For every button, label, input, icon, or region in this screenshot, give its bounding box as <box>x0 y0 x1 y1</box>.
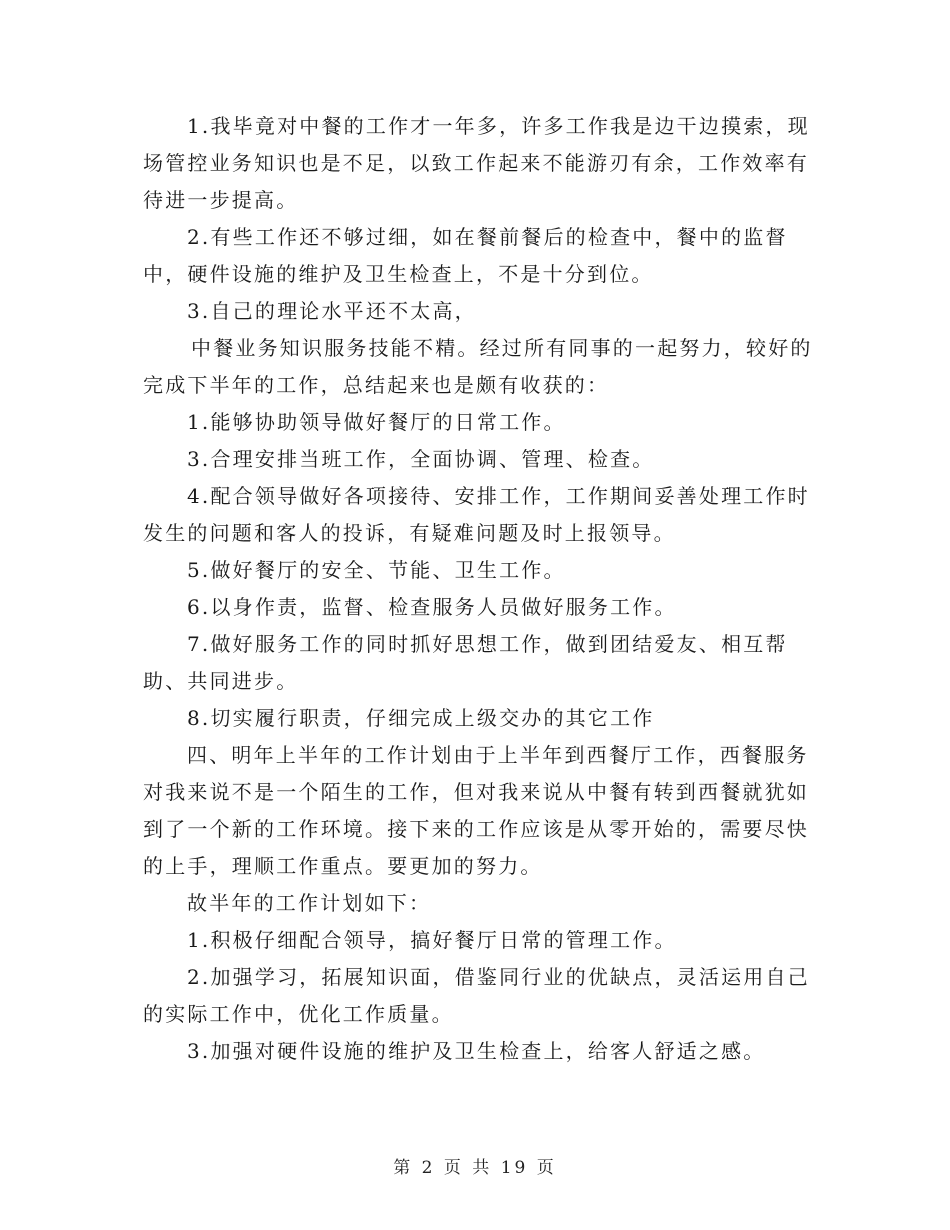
paragraph-12: 四、明年上半年的工作计划由于上半年到西餐厅工作，西餐服务对我来说不是一个陌生的工作，但对我来说从中餐有转到西餐就犹如到了一个新的工作环境。接下来的工作应该是从零开始的，需要尽快的上手，理顺工作重点。要更加的努力。 <box>143 743 809 878</box>
paragraph-3: 3.自己的理论水平还不太高， <box>187 299 477 323</box>
page-number-footer: 第 2 页 共 19 页 <box>393 1158 557 1178</box>
paragraph-9: 6.以身作责，监督、检查服务人员做好服务工作。 <box>187 595 677 619</box>
paragraph-8: 5.做好餐厅的安全、节能、卫生工作。 <box>187 558 566 582</box>
paragraph-5: 1.能够协助领导做好餐厅的日常工作。 <box>187 410 566 434</box>
paragraph-11: 8.切实履行职责，仔细完成上级交办的其它工作 <box>187 706 655 730</box>
paragraph-16: 3.加强对硬件设施的维护及卫生检查上，给客人舒适之感。 <box>187 1039 766 1063</box>
document-body <box>143 108 815 1070</box>
paragraph-6: 3.合理安排当班工作，全面协调、管理、检查。 <box>187 447 655 471</box>
paragraph-2: 2.有些工作还不够过细，如在餐前餐后的检查中，餐中的监督中，硬件设施的维护及卫生检查上，不是十分到位。 <box>143 225 788 286</box>
paragraph-13: 故半年的工作计划如下： <box>187 891 432 915</box>
paragraph-14: 1.积极仔细配合领导，搞好餐厅日常的管理工作。 <box>187 928 677 952</box>
paragraph-4: 中餐业务知识服务技能不精。经过所有同事的一起努力，较好的完成下半年的工作，总结起来也是颇有收获的： <box>143 336 813 397</box>
paragraph-7: 4.配合领导做好各项接待、安排工作，工作期间妥善处理工作时发生的问题和客人的投诉，有疑难问题及时上报领导。 <box>143 484 810 545</box>
paragraph-10: 7.做好服务工作的同时抓好思想工作，做到团结爱友、相互帮助、共同进步。 <box>143 632 788 693</box>
paragraph-1: 1.我毕竟对中餐的工作才一年多，许多工作我是边干边摸索，现场管控业务知识也是不足，以致工作起来不能游刃有余，工作效率有待进一步提高。 <box>143 114 810 212</box>
paragraph-15: 2.加强学习，拓展知识面，借鉴同行业的优缺点，灵活运用自己的实际工作中，优化工作质量。 <box>143 965 810 1026</box>
